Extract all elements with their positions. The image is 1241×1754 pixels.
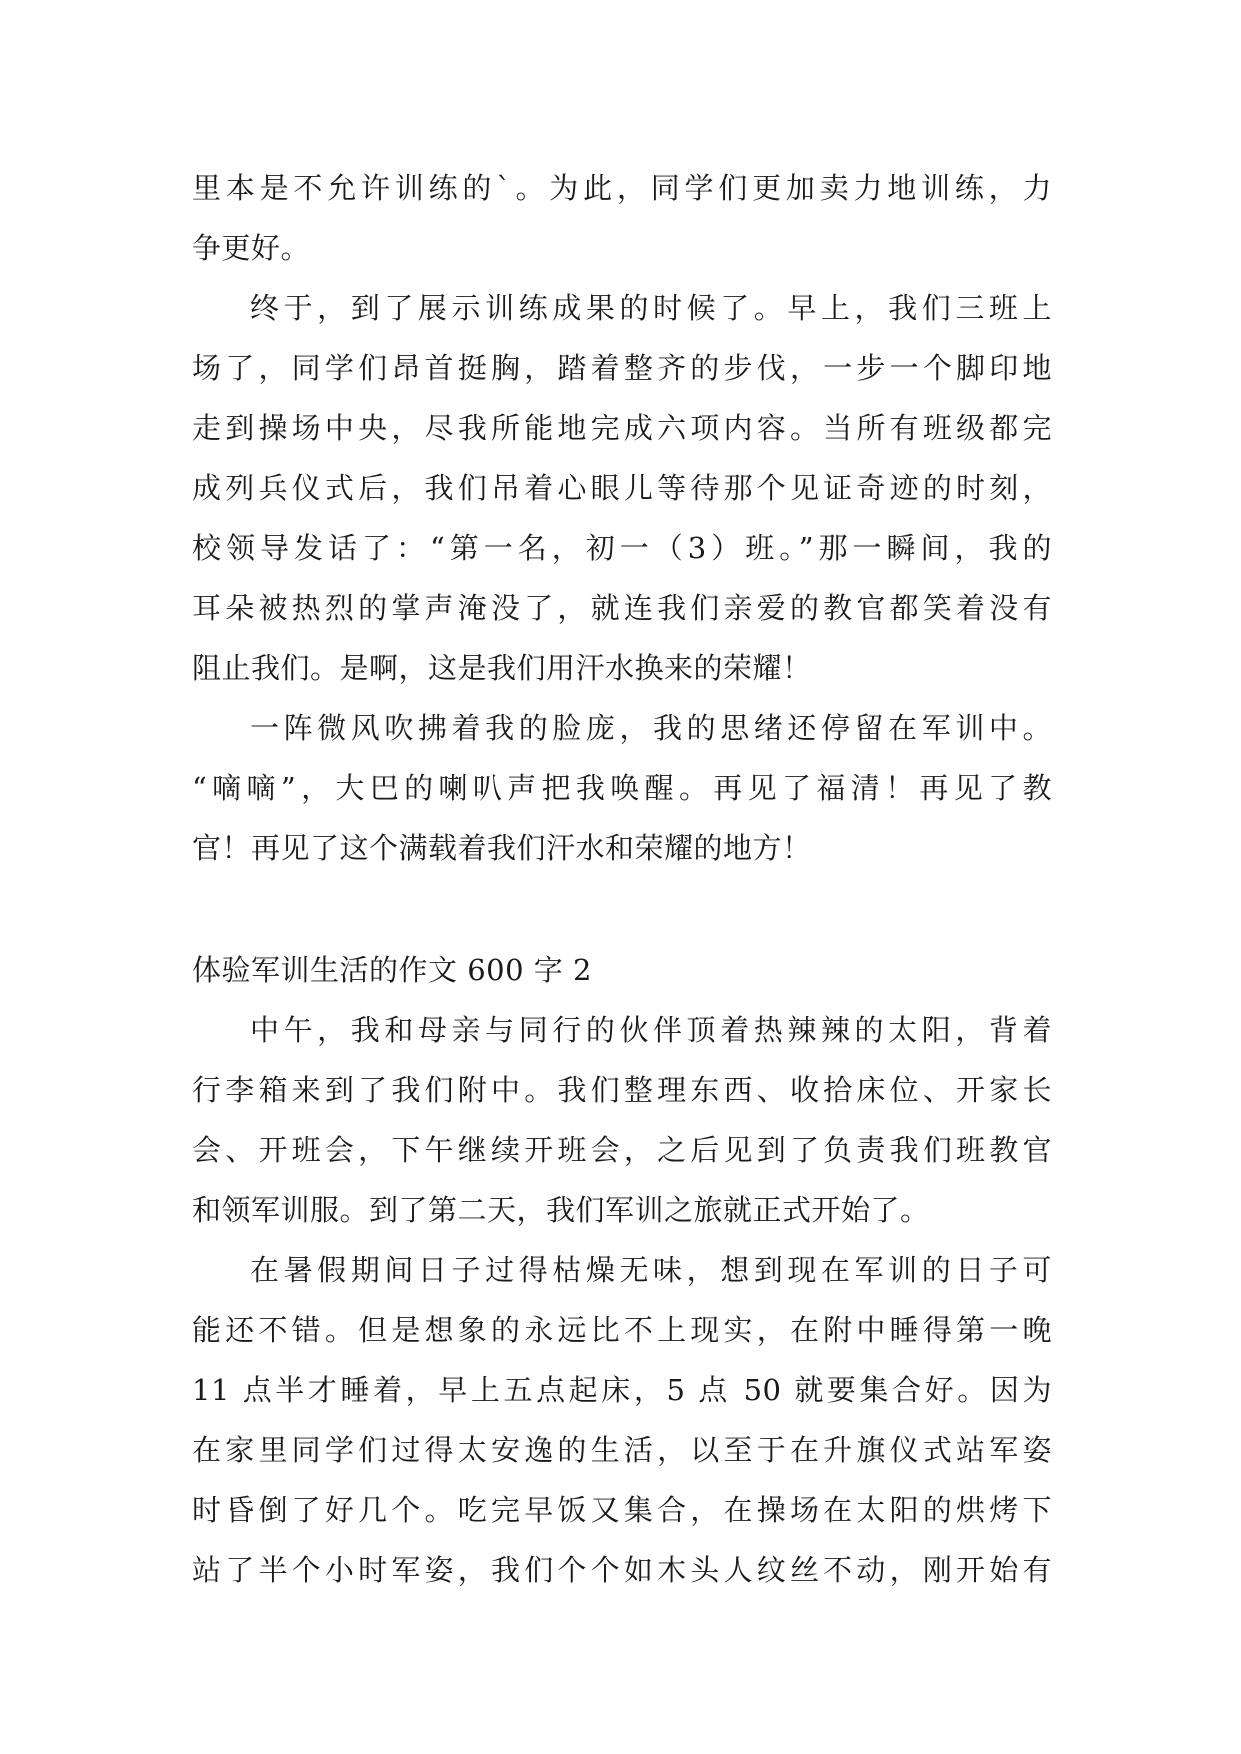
text-line: 行李箱来到了我们附中。我们整理东西、收拾床位、开家长 [192, 1073, 1052, 1107]
text-line: 官！再见了这个满载着我们汗水和荣耀的地方！ [192, 831, 812, 865]
text-line: 走到操场中央，尽我所能地完成六项内容。当所有班级都完 [192, 411, 1052, 445]
document-page [192, 158, 1052, 1600]
text-line: 11 点半才睡着，早上五点起床，5 点 50 就要集合好。因为 [192, 1373, 1052, 1407]
essay-section-2 [192, 940, 1052, 1600]
text-line: 耳朵被热烈的掌声淹没了，就连我们亲爱的教官都笑着没有 [192, 591, 1052, 625]
text-line: 场了，同学们昂首挺胸，踏着整齐的步伐，一步一个脚印地 [192, 351, 1052, 385]
text-line: 终于，到了展示训练成果的时候了。早上，我们三班上 [250, 291, 1052, 325]
text-line: 在家里同学们过得太安逸的生活，以至于在升旗仪式站军姿 [192, 1433, 1052, 1467]
text-line: 中午，我和母亲与同行的伙伴顶着热辣辣的太阳，背着 [250, 1013, 1052, 1047]
paragraph [192, 698, 1052, 878]
text-line: 能还不错。但是想象的永远比不上现实，在附中睡得第一晚 [192, 1313, 1052, 1347]
text-line: 一阵微风吹拂着我的脸庞，我的思绪还停留在军训中。 [250, 711, 1052, 745]
paragraph [192, 1240, 1052, 1600]
text-line: 校领导发话了：“第一名，初一（3）班。”那一瞬间，我的 [192, 531, 1052, 565]
text-line: 阻止我们。是啊，这是我们用汗水换来的荣耀！ [192, 651, 812, 685]
paragraph [192, 278, 1052, 698]
paragraph [192, 158, 1052, 278]
text-line: 和领军训服。到了第二天，我们军训之旅就正式开始了。 [192, 1193, 930, 1227]
text-line: 会、开班会，下午继续开班会，之后见到了负责我们班教官 [192, 1133, 1052, 1167]
text-line: 争更好。 [192, 231, 311, 265]
text-line: 里本是不允许训练的`。为此，同学们更加卖力地训练，力 [192, 171, 1052, 205]
essay-title: 体验军训生活的作文 600 字 2 [192, 953, 592, 987]
text-line: 站了半个小时军姿，我们个个如木头人纹丝不动，刚开始有 [192, 1553, 1052, 1587]
paragraph [192, 1000, 1052, 1240]
text-line: “嘀嘀”，大巴的喇叭声把我唤醒。再见了福清！再见了教 [192, 771, 1052, 805]
text-line: 时昏倒了好几个。吃完早饭又集合，在操场在太阳的烘烤下 [192, 1493, 1052, 1527]
text-line: 在暑假期间日子过得枯燥无味，想到现在军训的日子可 [250, 1253, 1052, 1287]
text-line: 成列兵仪式后，我们吊着心眼儿等待那个见证奇迹的时刻， [192, 471, 1052, 505]
essay-section-1 [192, 158, 1052, 878]
